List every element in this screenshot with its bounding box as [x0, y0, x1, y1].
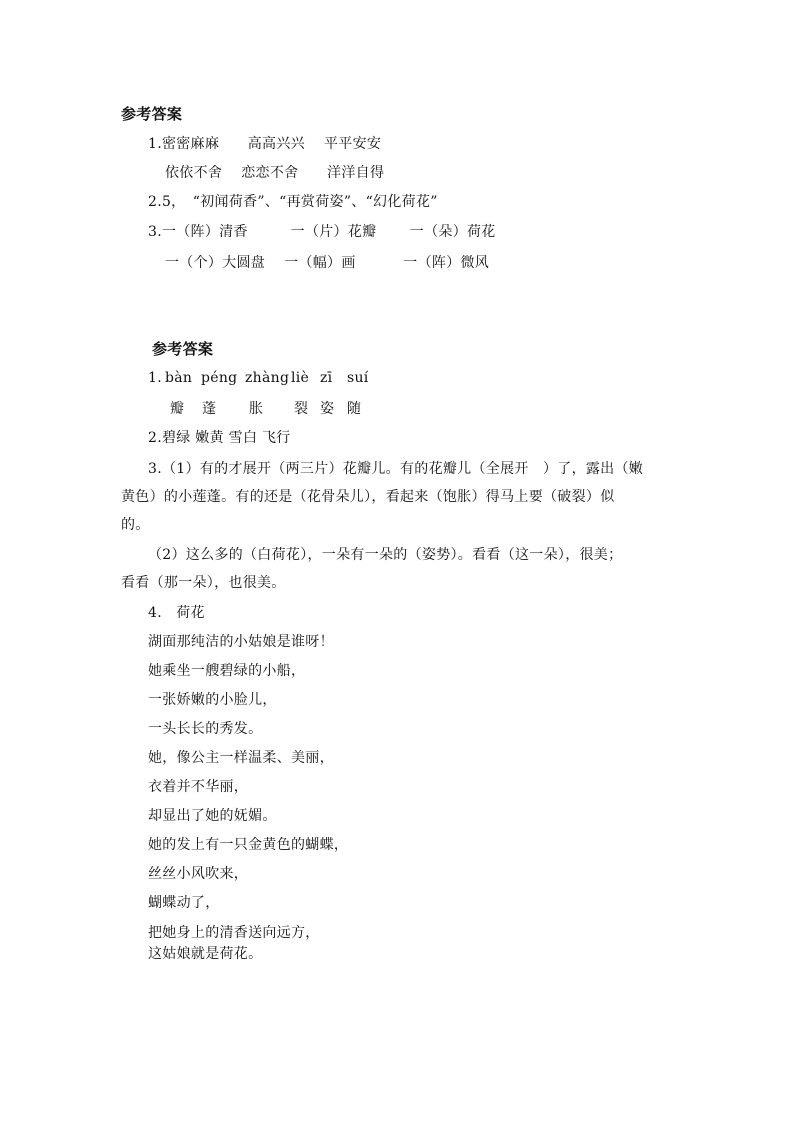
hanzi-item: 随 — [347, 401, 362, 417]
poem-line: 却显出了她的妩媚。 — [148, 808, 277, 824]
section2-q3-p1-line2: 黄色）的小莲蓬。有的还是（花骨朵儿），看起来（饱胀）得马上要（破裂）似 — [121, 489, 615, 505]
poem-line: 她，像公主一样温柔、美丽， — [148, 750, 334, 766]
section1-q3-line1: 3.一（阵）清香 一（片）花瓣 一（朵）荷花 — [148, 224, 496, 240]
hanzi-item: 姿 — [320, 401, 335, 417]
hanzi-row — [148, 399, 408, 419]
section1-q2: 2.5， “初闻荷香”、“再赏荷姿”、“幻化荷花” — [148, 194, 438, 210]
pinyin-item: zī — [320, 370, 333, 386]
section2-q2: 2.碧绿 嫩黄 雪白 飞行 — [148, 430, 291, 446]
section1-q3-line2: 一（个）大圆盘 一（幅）画 一（阵）微风 — [165, 255, 490, 271]
poem-line: 她乘坐一艘碧绿的小船， — [148, 663, 306, 679]
poem-line: 一张娇嫩的小脸儿， — [148, 692, 277, 708]
pinyin-item: bàn — [165, 370, 193, 386]
poem-line: 她的发上有一只金黄色的蝴蝶， — [148, 837, 349, 853]
section1-q1-line2: 依依不舍 恋恋不舍 洋洋自得 — [165, 165, 385, 181]
pinyin-item: liè — [291, 370, 310, 386]
hanzi-item: 胀 — [249, 401, 264, 417]
pinyin-item: zhàng — [245, 370, 290, 386]
pinyin-item: péng — [201, 370, 238, 386]
section2-heading: 参考答案 — [152, 340, 214, 358]
section1-q1-line1: 1.密密麻麻 高高兴兴 平平安安 — [148, 136, 382, 152]
section2-q3-p1-line1: 3.（1）有的才展开（两三片）花瓣儿。有的花瓣儿（全展开 ）了，露出（嫩 — [148, 461, 644, 477]
poem-line: 丝丝小风吹来， — [148, 866, 249, 882]
poem-line: 一头长长的秀发。 — [148, 721, 263, 737]
poem-line: 蝴蝶动了， — [148, 895, 220, 911]
pinyin-row — [148, 368, 408, 388]
poem-title: 4. 荷花 — [148, 605, 205, 621]
poem-line: 湖面那纯洁的小姑娘是谁呀！ — [148, 634, 334, 650]
poem-line: 把她身上的清香送向远方， — [148, 925, 320, 941]
question-number: 1. — [148, 370, 162, 386]
section2-q3-p2-line2: 看看（那一朵），也很美。 — [121, 575, 286, 591]
hanzi-item: 蓬 — [202, 401, 217, 417]
hanzi-item: 裂 — [294, 401, 309, 417]
hanzi-item: 瓣 — [170, 401, 185, 417]
section2-q3-p1-line3: 的。 — [121, 517, 150, 533]
section1-heading: 参考答案 — [121, 105, 183, 123]
poem-line: 这姑娘就是荷花。 — [148, 946, 263, 962]
section2-q3-p2-line1: （2）这么多的（白荷花），一朵有一朵的（姿势）。看看（这一朵），很美； — [148, 547, 623, 563]
poem-line: 衣着并不华丽， — [148, 779, 249, 795]
pinyin-item: suí — [347, 370, 369, 386]
